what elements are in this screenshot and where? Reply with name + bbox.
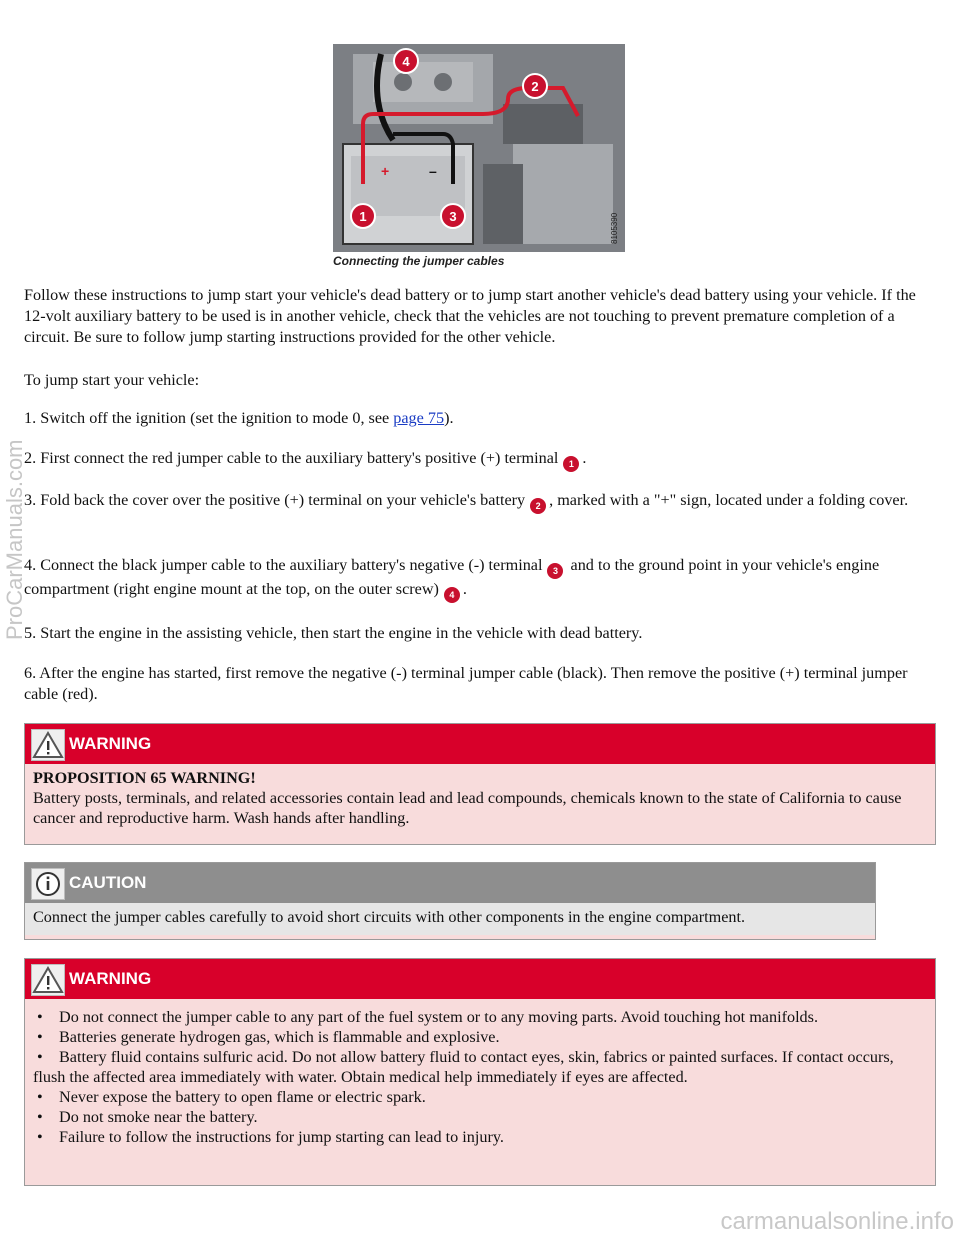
list-item: • Batteries generate hydrogen gas, which is flammable and explosive.: [37, 1028, 500, 1046]
callout-3-icon: 3: [547, 563, 563, 579]
engine-illustration: [333, 44, 625, 252]
step-4: [24, 555, 936, 603]
warning-box-prop65: [24, 723, 936, 845]
figure-callout-1: 1: [359, 209, 367, 224]
image-code: 8105390: [610, 212, 619, 244]
plus-sign: +: [381, 163, 390, 179]
page-75-link[interactable]: page 75: [393, 409, 445, 427]
step-6: 6. After the engine has started, first remove the negative (-) terminal jumper cable (black). Then remove the positive (+) terminal jumper cable (red).: [24, 664, 908, 703]
side-watermark: ProCarManuals.com: [2, 439, 27, 640]
step-4-text: 4. Connect the black jumper cable to the auxiliary battery's negative (-) terminal: [24, 556, 543, 574]
minus-sign: –: [429, 163, 437, 179]
prop65-heading: PROPOSITION 65 WARNING!: [33, 769, 256, 787]
prop65-text: Battery posts, terminals, and related accessories contain lead and lead compounds, chemicals known to the state of California to cause cancer and reproductive harm. Wash hands after handling.: [33, 789, 902, 827]
caution-title: CAUTION: [69, 873, 147, 892]
list-item: • Never expose the battery to open flame or electric spark.: [37, 1088, 426, 1106]
bottom-watermark: carmanualsonline.info: [720, 1208, 954, 1235]
step-5: 5. Start the engine in the assisting vehicle, then start the engine in the vehicle with dead battery.: [24, 624, 643, 642]
step-1-end: ).: [444, 409, 454, 427]
list-item: • Battery fluid contains sulfuric acid. Do not allow battery fluid to contact eyes, skin, fabrics or painted surfaces. If contact occurs, flush the affected area immediately with water. Obtain medical help immediately if eyes are affected.: [33, 1048, 894, 1086]
warning-triangle-icon: [31, 729, 65, 761]
figure-caption: Connecting the jumper cables: [333, 254, 505, 268]
lead-paragraph: To jump start your vehicle:: [24, 371, 200, 389]
intro-paragraph: Follow these instructions to jump start your vehicle's dead battery or to jump start another vehicle's dead battery using your vehicle. If the 12-volt auxiliary battery to be used is in another vehicle, check that the vehicles are not touching to prevent premature completion of a circuit. Be sure to follow jump starting instructions provided for the other vehicle.: [24, 286, 916, 346]
warning-header-2: [25, 959, 935, 999]
safety-list: [33, 1007, 927, 1147]
warning-title-2: WARNING: [69, 969, 152, 988]
caution-box: [24, 862, 876, 940]
list-item: • Do not smoke near the battery.: [37, 1108, 258, 1126]
warning-header: [25, 724, 935, 764]
step-3-end: , marked with a "+" sign, located under a folding cover.: [549, 491, 909, 509]
step-1-text: 1. Switch off the ignition (set the ignition to mode 0, see: [24, 409, 394, 427]
step-4-end: .: [462, 580, 467, 598]
caution-body: Connect the jumper cables carefully to avoid short circuits with other components in the engine compartment.: [25, 903, 875, 935]
step-2: [24, 448, 936, 472]
callout-2-icon: 2: [530, 498, 546, 514]
list-item: • Do not connect the jumper cable to any part of the fuel system or to any moving parts. Avoid touching hot manifolds.: [37, 1008, 819, 1026]
callout-1-icon: 1: [563, 456, 579, 472]
warning-box-safety: [24, 958, 936, 1186]
list-item: • Failure to follow the instructions for jump starting can lead to injury.: [37, 1128, 504, 1146]
warning-body: [25, 764, 935, 836]
figure-callout-3: 3: [449, 209, 457, 224]
figure-callout-2: 2: [531, 79, 539, 94]
step-3: [24, 490, 936, 514]
step-2-end: .: [582, 449, 587, 467]
step-4-middle: and to the ground point in your vehicle's engine compartment (right engine mount at the top, on the outer screw): [24, 556, 880, 598]
figure-callout-4: 4: [402, 54, 410, 69]
info-icon: [31, 868, 65, 900]
callout-4-icon: 4: [444, 587, 460, 603]
warning-body-2: [25, 999, 935, 1155]
step-1: [24, 408, 936, 429]
step-2-text: 2. First connect the red jumper cable to the auxiliary battery's positive (+) terminal: [24, 449, 559, 467]
engine-photo: [333, 44, 625, 252]
step-3-text: 3. Fold back the cover over the positive (+) terminal on your vehicle's battery: [24, 491, 526, 509]
caution-header: [25, 863, 875, 903]
engine-figure: [333, 44, 625, 274]
warning-triangle-icon: [31, 964, 65, 996]
warning-title: WARNING: [69, 734, 152, 753]
